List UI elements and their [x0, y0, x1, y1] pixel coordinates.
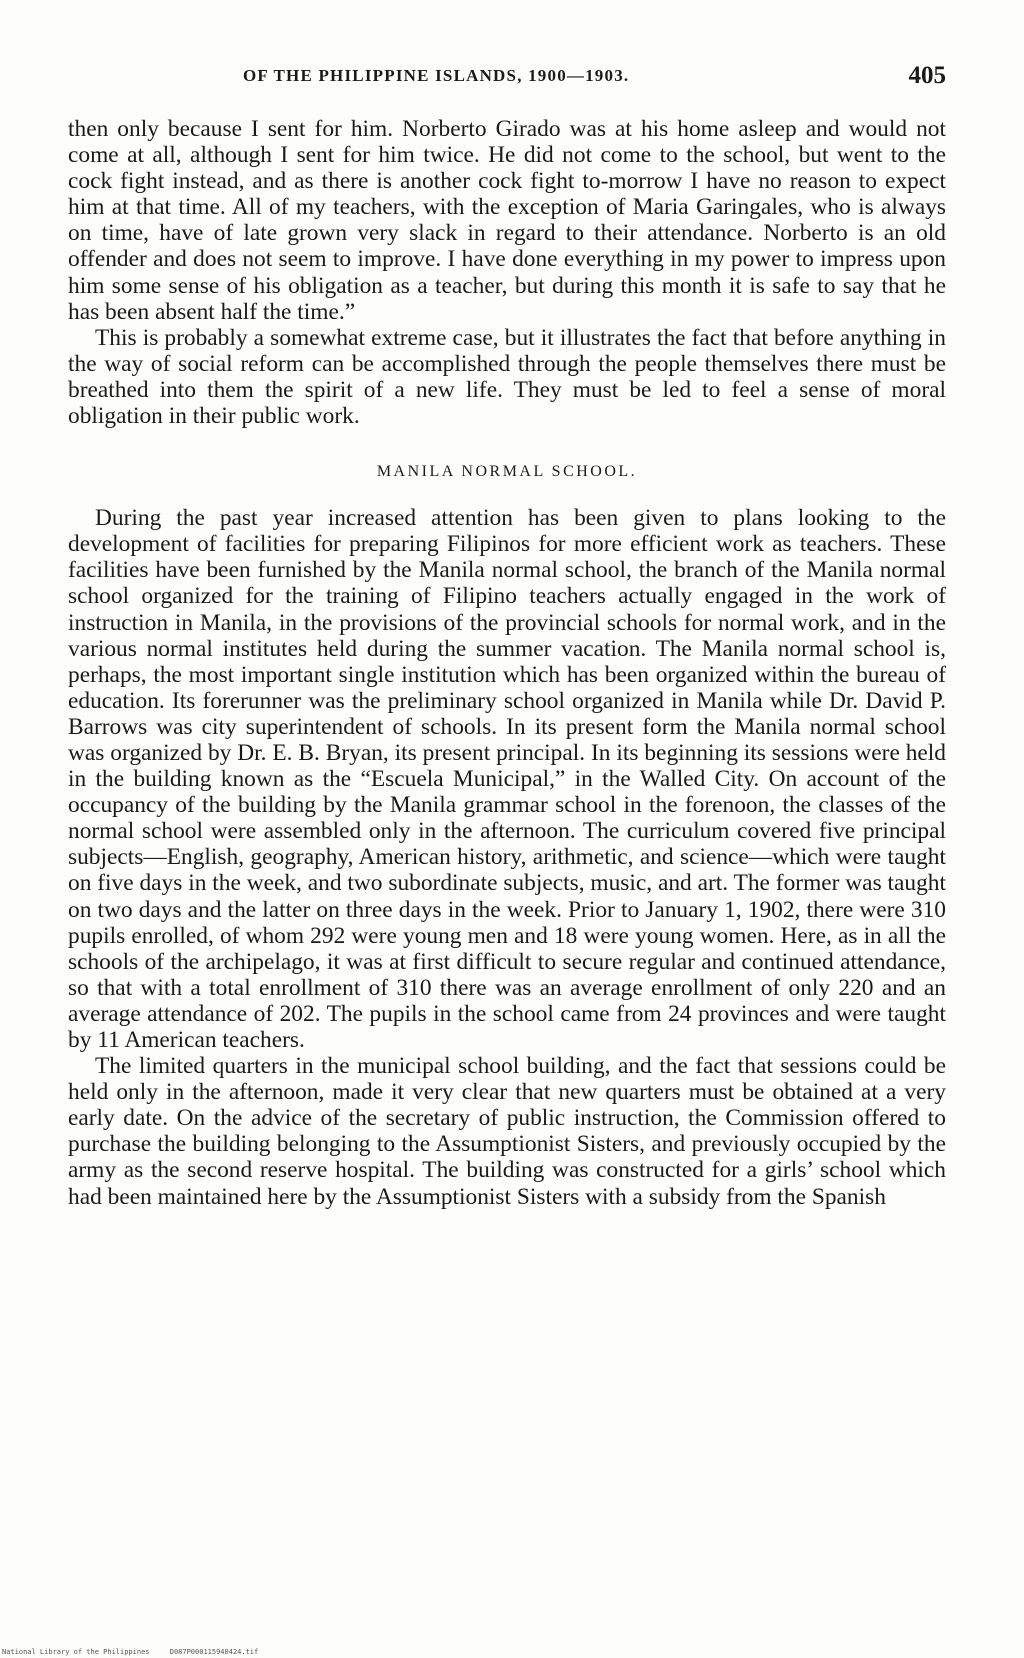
- running-head: OF THE PHILIPPINE ISLANDS, 1900—1903.: [243, 66, 630, 85]
- page-number: 405: [908, 62, 946, 89]
- footer-file-id: D087P000115940424.tif: [169, 1648, 259, 1656]
- footer-library: National Library of the Philippines: [2, 1648, 150, 1656]
- paragraph: The limited quarters in the municipal school building, and the fact that sessions could be held only in the afternoon, made it very clear that new quarters must be obtained at a very early date. On the advice of the secretary of public instruction, the Commission offered to purchase the building belonging to the Assumptionist Sisters, and previously occupied by the army as the second reserve hospital. The building was constructed for a girls’ school which had been maintained here by the Assumptionist Sisters with a subsidy from the Spanish: [68, 1053, 946, 1210]
- scan-footer: [2, 1648, 274, 1656]
- body-text: [68, 116, 946, 1210]
- section-heading: MANILA NORMAL SCHOOL.: [376, 463, 638, 481]
- paragraph-continued: then only because I sent for him. Norberto Girado was at his home asleep and would not come at all, although I sent for him twice. He did not come to the school, but went to the cock fight instead, and as there is another cock fight to-morrow I have no reason to expect him at that time. All of my teachers, with the exception of Maria Garingales, who is always on time, have of late grown very slack in regard to their attendance. Norberto is an old offender and does not seem to improve. I have done everything in my power to impress upon him some sense of his obligation as a teacher, but during this month it is safe to say that he has been absent half the time.”: [68, 116, 946, 325]
- paragraph: This is probably a somewhat extreme case, but it illustrates the fact that before anything in the way of social reform can be accomplished through the people themselves there must be breathed into them the spirit of a new life. They must be led to feel a sense of moral obligation in their public work.: [68, 324, 946, 430]
- paragraph: During the past year increased attention has been given to plans looking to the development of facilities for preparing Filipinos for more efficient work as teachers. These facilities have been furnished by the Manila normal school, the branch of the Manila normal school organized for the training of Filipino teachers actually engaged in the work of instruction in Manila, in the provisions of the provincial schools for normal work, and in the various normal institutes held during the summer vacation. The Manila normal school is, perhaps, the most important single institution which has been organized within the bureau of education. Its forerunner was the preliminary school organized in Manila while Dr. David P. Barrows was city superintendent of schools. In its present form the Manila normal school was organized by Dr. E. B. Bryan, its present principal. In its beginning its sessions were held in the building known as the “Escuela Municipal,” in the Walled City. On account of the occupancy of the building by the Manila grammar school in the forenoon, the classes of the normal school were assembled only in the afternoon. The curriculum covered five principal subjects—English, geography, American history, arithmetic, and science—which were taught on five days in the week, and two subordinate subjects, music, and art. The former was taught on two days and the latter on three days in the week. Prior to January 1, 1902, there were 310 pupils enrolled, of whom 292 were young men and 18 were young women. Here, as in all the schools of the archipelago, it was at first difficult to secure regular and continued attendance, so that with a total enrollment of 310 there was an average enrollment of only 220 and an average attendance of 202. The pupils in the school came from 24 provinces and were taught by 11 American teachers.: [68, 505, 946, 1053]
- page-header: [68, 62, 946, 92]
